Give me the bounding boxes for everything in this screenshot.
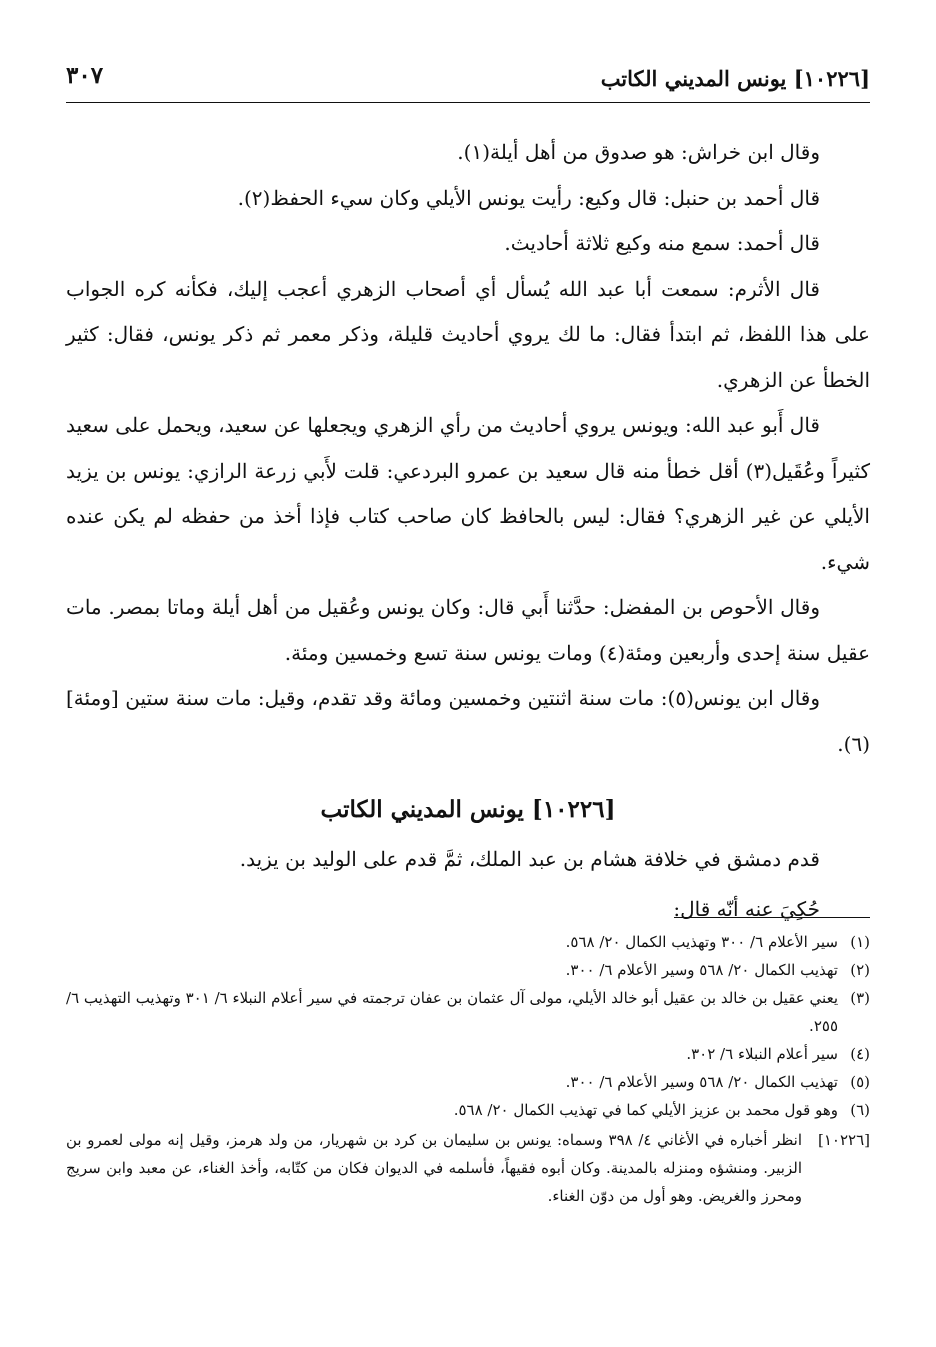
footnote-number: (٣) bbox=[850, 989, 870, 1007]
footnote-item bbox=[66, 956, 870, 984]
footnote-item bbox=[66, 1096, 870, 1124]
footnote-text: يعني عقيل بن خالد بن عقيل أبو خالد الأيلي، مولى آل عثمان بن عفان ترجمته في سير أعلام النبلاء ٦/ ٣٠١ وتهذيب التهذيب ٦/ ٢٥٥. bbox=[66, 989, 838, 1035]
footnote-item bbox=[66, 1040, 870, 1068]
footnote-divider bbox=[674, 917, 870, 918]
footnote-number: (١) bbox=[850, 933, 870, 951]
footnote-number: (٢) bbox=[850, 961, 870, 979]
footnote-number: (٥) bbox=[850, 1073, 870, 1091]
entry-paragraph: حُكِيَ عنه أنّه قال: bbox=[673, 896, 820, 921]
entry-heading: [١٠٢٢٦] يونس المديني الكاتب bbox=[320, 796, 616, 823]
footnote-item bbox=[66, 928, 870, 956]
page-header bbox=[66, 60, 870, 103]
footnotes bbox=[66, 928, 870, 1210]
source-note-number: [١٠٢٢٦] bbox=[817, 1131, 870, 1149]
footnote-item bbox=[66, 1068, 870, 1096]
footnote-text: سير الأعلام ٦/ ٣٠٠ وتهذيب الكمال ٢٠/ ٥٦٨. bbox=[565, 933, 838, 951]
footnote-number: (٦) bbox=[850, 1101, 870, 1119]
footnote-item bbox=[66, 984, 870, 1040]
paragraph: وقال ابن يونس(٥): مات سنة اثنتين وخمسين ومائة وقد تقدم، وقيل: مات سنة ستين [ومئة](٦). bbox=[66, 686, 870, 756]
paragraph: قال الأثرم: سمعت أبا عبد الله يُسأل أي أصحاب الزهري أعجب إليك، فكأنه كره الجواب على هذا اللفظ، ثم ابتدأ فقال: ما لك يروي أحاديث قليلة، وذكر معمر ثم ذكر يونس، فقال: كثير الخطأ عن الزهري. bbox=[66, 276, 870, 392]
main-text bbox=[66, 130, 870, 932]
paragraph: قال أحمد: سمع منه وكيع ثلاثة أحاديث. bbox=[504, 231, 820, 255]
paragraph: قال أحمد بن حنبل: قال وكيع: رأيت يونس الأيلي وكان سيء الحفظ(٢). bbox=[237, 185, 820, 210]
paragraph: وقال ابن خراش: هو صدوق من أهل أيلة(١). bbox=[457, 140, 820, 164]
footnote-number: (٤) bbox=[850, 1045, 870, 1063]
running-head: [١٠٢٢٦] يونس المديني الكاتب bbox=[600, 66, 870, 91]
page-number: ٣٠٧ bbox=[66, 62, 104, 89]
entry-paragraph: قدم دمشق في خلافة هشام بن عبد الملك، ثمَّ قدم على الوليد بن يزيد. bbox=[239, 847, 820, 871]
footnote-text: وهو قول محمد بن عزيز الأيلي كما في تهذيب الكمال ٢٠/ ٥٦٨. bbox=[453, 1101, 838, 1119]
footnote-text: تهذيب الكمال ٢٠/ ٥٦٨ وسير الأعلام ٦/ ٣٠٠. bbox=[565, 1073, 838, 1091]
source-note bbox=[66, 1126, 870, 1210]
source-note-text: انظر أخباره في الأغاني ٤/ ٣٩٨ وسماه: يونس بن سليمان بن كرد بن شهريار، من ولد هرمز، وقيل إنه مولى لعمرو بن الزبير. ومنشؤه ومنزله بالمدينة. وكان أبوه فقيهاً، فأسلمه في الديوان فكان من كتّابه، وأخذ الغناء، عن معبد وابن سريج ومحرز والغريض. وهو أول من دوّن الغناء. bbox=[66, 1131, 803, 1205]
paragraph: وقال الأحوص بن المفضل: حدَّثنا أَبي قال: وكان يونس وعُقيل من أهل أيلة وماتا بمصر. مات عقيل سنة إحدى وأربعين ومئة(٤) ومات يونس سنة تسع وخمسين ومئة. bbox=[66, 595, 870, 665]
footnote-text: سير أعلام النبلاء ٦/ ٣٠٢. bbox=[686, 1045, 838, 1063]
footnote-text: تهذيب الكمال ٢٠/ ٥٦٨ وسير الأعلام ٦/ ٣٠٠. bbox=[565, 961, 838, 979]
paragraph: قال أَبو عبد الله: ويونس يروي أحاديث من رأي الزهري ويجعلها عن سعيد، ويحمل على سعيد كثيراً وعُقَيل(٣) أقل خطأ منه قال سعيد بن عمرو البردعي: قلت لأَبي زرعة الرازي: يونس بن يزيد الأيلي عن غير الزهري؟ فقال: ليس بالحافظ كان صاحب كتاب فإذا أخذ من حفظه لم يكن عنده شيء. bbox=[66, 413, 871, 574]
